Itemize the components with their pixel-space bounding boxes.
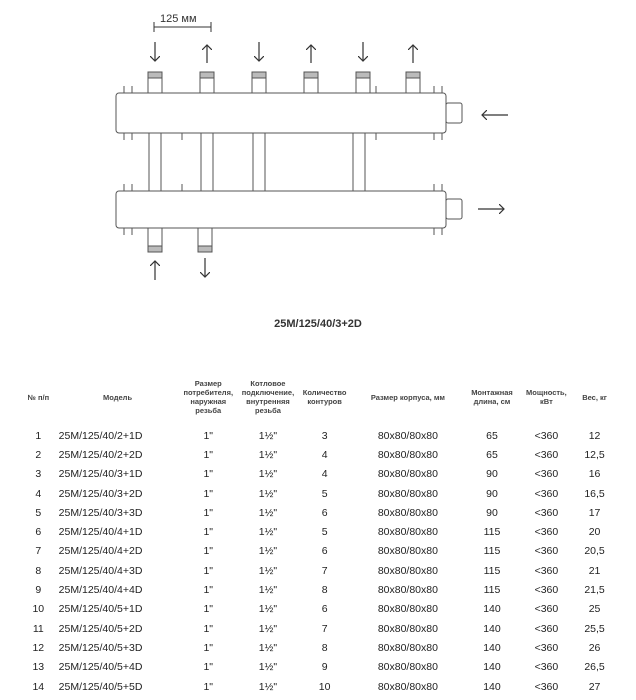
outlet-fitting bbox=[356, 72, 370, 78]
table-cell: 1" bbox=[203, 487, 214, 500]
table-cell: 25M/125/40/5+5D bbox=[58, 680, 143, 693]
table-cell: <360 bbox=[534, 448, 559, 461]
table-cell: 1" bbox=[203, 448, 214, 461]
table-cell: <360 bbox=[534, 506, 559, 519]
dimension-marker bbox=[154, 13, 211, 32]
table-cell: 1" bbox=[203, 526, 214, 539]
table-cell: 16 bbox=[588, 468, 601, 481]
table-cell: 1½" bbox=[258, 680, 278, 693]
table-row bbox=[20, 484, 616, 503]
column-header: Количество контуров bbox=[302, 388, 347, 406]
table-cell: 80x80/80x80 bbox=[377, 526, 438, 539]
table-cell: <360 bbox=[534, 680, 559, 693]
table-cell: <360 bbox=[534, 545, 559, 558]
table-cell: 80x80/80x80 bbox=[377, 680, 438, 693]
table-row bbox=[20, 561, 616, 580]
table-cell: <360 bbox=[534, 641, 559, 654]
table-cell: 9 bbox=[321, 661, 328, 674]
table-cell: 1½" bbox=[258, 564, 278, 577]
table-cell: 25M/125/40/4+3D bbox=[58, 564, 143, 577]
model-title: 25M/125/40/3+2D bbox=[274, 318, 362, 330]
table-cell: 1½" bbox=[258, 468, 278, 481]
outlet-pipe bbox=[304, 78, 318, 93]
table-row bbox=[20, 638, 616, 657]
outlet-fitting bbox=[406, 72, 420, 78]
table-row bbox=[20, 465, 616, 484]
table-cell: 90 bbox=[486, 468, 498, 481]
table-cell: 6 bbox=[321, 603, 328, 616]
supply-header bbox=[116, 86, 462, 140]
table-cell: 25M/125/40/4+2D bbox=[58, 545, 143, 558]
table-row bbox=[20, 542, 616, 561]
table-cell: 25M/125/40/4+1D bbox=[58, 526, 143, 539]
table-cell: 5 bbox=[35, 506, 42, 519]
table-cell: 25M/125/40/2+2D bbox=[58, 448, 143, 461]
table-cell: 1½" bbox=[258, 526, 278, 539]
table-cell: 7 bbox=[321, 622, 328, 635]
table-row bbox=[20, 677, 616, 696]
table-cell: 80x80/80x80 bbox=[377, 584, 438, 597]
table-cell: 25M/125/40/4+4D bbox=[58, 584, 143, 597]
table-cell: 80x80/80x80 bbox=[377, 603, 438, 616]
table-row bbox=[20, 658, 616, 677]
spacing-label: 125 мм bbox=[160, 13, 197, 25]
outlet-fitting bbox=[148, 72, 162, 78]
table-row bbox=[20, 503, 616, 522]
bypass-rod bbox=[201, 133, 213, 191]
outlet-pipe bbox=[356, 78, 370, 93]
table-cell: 5 bbox=[321, 487, 328, 500]
column-header: Размер корпуса, мм bbox=[370, 392, 445, 402]
table-cell: 90 bbox=[486, 506, 498, 519]
outlet-fitting bbox=[304, 72, 318, 78]
table-cell: 8 bbox=[321, 641, 328, 654]
table-cell: 115 bbox=[483, 545, 501, 558]
table-row bbox=[20, 426, 616, 445]
table-cell: 80x80/80x80 bbox=[377, 429, 438, 442]
table-cell: 80x80/80x80 bbox=[377, 564, 438, 577]
table-cell: 1½" bbox=[258, 545, 278, 558]
bypass-rod bbox=[253, 133, 265, 191]
table-cell: 25M/125/40/3+1D bbox=[58, 468, 143, 481]
table-cell: 17 bbox=[588, 506, 601, 519]
table-cell: 115 bbox=[483, 526, 501, 539]
table-cell: 1½" bbox=[258, 584, 278, 597]
return-header bbox=[116, 184, 462, 235]
table-cell: 1½" bbox=[258, 603, 278, 616]
table-cell: 1½" bbox=[258, 641, 278, 654]
table-cell: 8 bbox=[35, 564, 42, 577]
table-cell: 6 bbox=[321, 545, 328, 558]
column-header: Мощность, кВт bbox=[526, 388, 567, 406]
outlet-pipe bbox=[148, 78, 162, 93]
table-cell: 90 bbox=[486, 487, 498, 500]
table-cell: <360 bbox=[534, 622, 559, 635]
table-row bbox=[20, 522, 616, 541]
table-cell: 16,5 bbox=[584, 487, 605, 500]
table-cell: 1" bbox=[203, 429, 214, 442]
table-row bbox=[20, 580, 616, 599]
column-header: Модель bbox=[103, 392, 133, 402]
table-cell: 12,5 bbox=[584, 448, 605, 461]
outlet-pipe bbox=[200, 78, 214, 93]
table-body bbox=[20, 426, 616, 696]
table-cell: 2 bbox=[35, 448, 42, 461]
table-cell: 80x80/80x80 bbox=[377, 448, 438, 461]
table-cell: 25 bbox=[588, 603, 601, 616]
table-cell: 3 bbox=[35, 468, 42, 481]
table-cell: 140 bbox=[483, 680, 501, 693]
table-cell: 7 bbox=[321, 564, 328, 577]
flow-arrows-side bbox=[478, 115, 508, 209]
outlet-fitting bbox=[200, 72, 214, 78]
bypass-rod bbox=[353, 133, 365, 191]
table-cell: 80x80/80x80 bbox=[377, 468, 438, 481]
table-cell: 1½" bbox=[258, 448, 278, 461]
table-cell: 21,5 bbox=[584, 584, 605, 597]
table-cell: 3 bbox=[321, 429, 328, 442]
table-cell: 25M/125/40/3+2D bbox=[58, 487, 143, 500]
bypass-rods bbox=[149, 133, 365, 191]
table-cell: 25M/125/40/5+3D bbox=[58, 641, 143, 654]
column-header: № п/п bbox=[27, 392, 50, 402]
table-cell: 65 bbox=[486, 448, 498, 461]
table-cell: 1" bbox=[203, 680, 214, 693]
table-cell: 20,5 bbox=[584, 545, 605, 558]
table-cell: 1" bbox=[203, 641, 214, 654]
table-cell: 10 bbox=[32, 603, 45, 616]
table-cell: 13 bbox=[32, 661, 45, 674]
outlet-fitting bbox=[252, 72, 266, 78]
outlet-pipes bbox=[148, 72, 420, 93]
table-cell: 1" bbox=[203, 564, 214, 577]
table-cell: 20 bbox=[588, 526, 601, 539]
table-cell: 4 bbox=[321, 448, 328, 461]
table-cell: 1 bbox=[35, 429, 42, 442]
table-cell: 115 bbox=[483, 564, 501, 577]
manifold-diagram bbox=[0, 0, 636, 300]
table-cell: 65 bbox=[486, 429, 498, 442]
table-cell: 27 bbox=[588, 680, 601, 693]
table-cell: 80x80/80x80 bbox=[377, 661, 438, 674]
table-cell: 1" bbox=[203, 622, 214, 635]
table-cell: 4 bbox=[35, 487, 42, 500]
table-cell: 12 bbox=[588, 429, 601, 442]
table-cell: 26,5 bbox=[584, 661, 605, 674]
table-cell: 8 bbox=[321, 584, 328, 597]
table-cell: 140 bbox=[483, 661, 501, 674]
table-cell: 1" bbox=[203, 506, 214, 519]
table-cell: <360 bbox=[534, 661, 559, 674]
table-cell: 140 bbox=[483, 641, 501, 654]
table-cell: 6 bbox=[35, 526, 42, 539]
table-cell: 25M/125/40/5+4D bbox=[58, 661, 143, 674]
table-cell: 80x80/80x80 bbox=[377, 487, 438, 500]
flow-arrows-bottom bbox=[155, 258, 205, 280]
column-header: Вес, кг bbox=[582, 392, 607, 402]
table-cell: <360 bbox=[534, 603, 559, 616]
column-header: Монтажная длина, см bbox=[471, 388, 513, 406]
table-cell: 12 bbox=[32, 641, 45, 654]
table-cell: 9 bbox=[35, 584, 42, 597]
table-cell: <360 bbox=[534, 487, 559, 500]
table-row bbox=[20, 619, 616, 638]
table-cell: 1" bbox=[203, 661, 214, 674]
table-cell: 11 bbox=[32, 622, 44, 635]
flow-arrows-top bbox=[155, 42, 413, 63]
table-cell: <360 bbox=[534, 564, 559, 577]
table-cell: 14 bbox=[32, 680, 45, 693]
table-cell: 21 bbox=[588, 564, 601, 577]
table-cell: 26 bbox=[588, 641, 601, 654]
table-cell: 140 bbox=[483, 622, 501, 635]
table-cell: 25M/125/40/5+2D bbox=[58, 622, 143, 635]
table-cell: 1½" bbox=[258, 429, 278, 442]
column-header: Котловое подключение, внутренняя резьба bbox=[241, 379, 295, 415]
table-cell: <360 bbox=[534, 526, 559, 539]
table-cell: 115 bbox=[483, 584, 501, 597]
table-cell: 5 bbox=[321, 526, 328, 539]
table-cell: <360 bbox=[534, 429, 559, 442]
table-cell: 80x80/80x80 bbox=[377, 506, 438, 519]
table-cell: 25M/125/40/5+1D bbox=[58, 603, 143, 616]
boiler-pipes bbox=[148, 228, 212, 252]
column-header: Размер потребителя, наружная резьба bbox=[183, 379, 234, 415]
table-cell: 25M/125/40/3+3D bbox=[58, 506, 143, 519]
table-cell: 1" bbox=[203, 545, 214, 558]
table-cell: 1" bbox=[203, 603, 214, 616]
table-cell: 10 bbox=[318, 680, 331, 693]
table-row bbox=[20, 445, 616, 464]
table-cell: 1½" bbox=[258, 487, 278, 500]
specs-table bbox=[20, 368, 616, 696]
table-cell: 6 bbox=[321, 506, 328, 519]
table-cell: 1" bbox=[203, 584, 214, 597]
table-cell: 140 bbox=[483, 603, 501, 616]
table-header-row bbox=[20, 368, 616, 426]
table-cell: 25M/125/40/2+1D bbox=[58, 429, 143, 442]
table-cell: 1½" bbox=[258, 661, 278, 674]
table-cell: <360 bbox=[534, 468, 559, 481]
outlet-pipe bbox=[252, 78, 266, 93]
table-cell: 1½" bbox=[258, 622, 278, 635]
table-row bbox=[20, 600, 616, 619]
table-cell: 80x80/80x80 bbox=[377, 545, 438, 558]
table-cell: 1" bbox=[203, 468, 214, 481]
table-cell: 1½" bbox=[258, 506, 278, 519]
table-cell: 4 bbox=[321, 468, 328, 481]
table-cell: 7 bbox=[35, 545, 42, 558]
table-cell: 80x80/80x80 bbox=[377, 641, 438, 654]
table-cell: 80x80/80x80 bbox=[377, 622, 438, 635]
bypass-rod bbox=[149, 133, 161, 191]
outlet-pipe bbox=[406, 78, 420, 93]
table-cell: 25,5 bbox=[584, 622, 605, 635]
table-cell: <360 bbox=[534, 584, 559, 597]
